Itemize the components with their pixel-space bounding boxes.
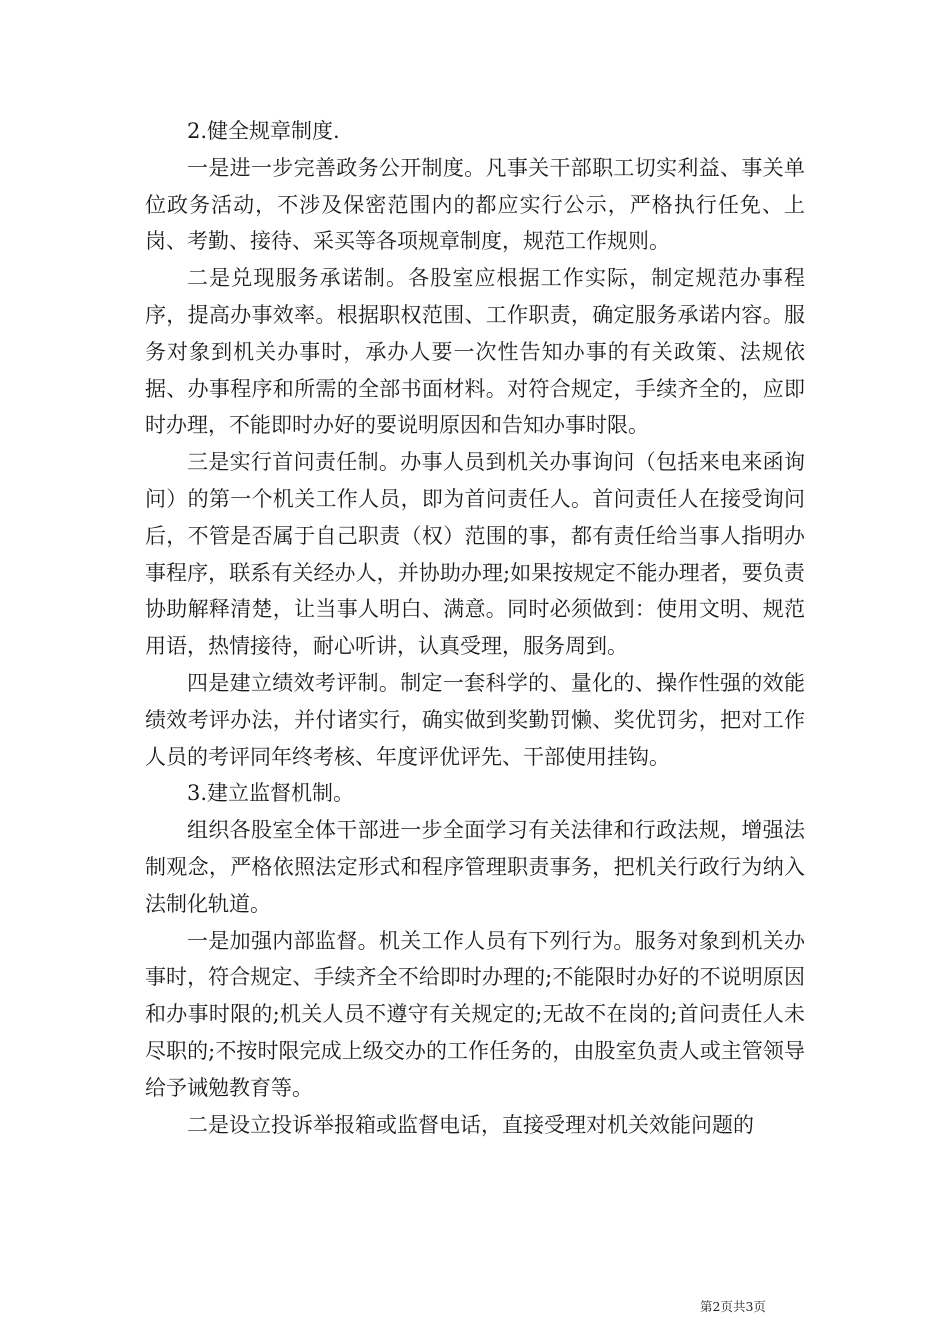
paragraph-complaint-box: 二是设立投诉举报箱或监督电话，直接受理对机关效能问题的 [187,1112,754,1137]
document-body [145,113,805,1143]
paragraph-first-inquiry: 三是实行首问责任制。办事人员到机关办事询问（包括来电来函询问）的第一个机关工作人员，即为首问责任人。首问责任人在接受询问后，不管是否属于自己职责（权）范围的事，都有责任给当事人指明办事程序，联系有关经办人，并协助办理;如果按规定不能办理者，要负责协助解释清楚，让当事人明白、满意。同时必须做到：使用文明、规范用语，热情接待，耐心听讲，认真受理，服务周到。 [145,450,805,659]
paragraph-internal-supervision: 一是加强内部监督。机关工作人员有下列行为。服务对象到机关办事时，符合规定、手续齐全不给即时办理的;不能限时办好的不说明原因和办事时限的;机关人员不遵守有关规定的;无故不在岗的;首问责任人未尽职的;不按时限完成上级交办的工作任务的，由股室负责人或主管领导给予诫勉教育等。 [145,928,805,1100]
paragraph-public-affairs: 一是进一步完善政务公开制度。凡事关干部职工切实利益、事关单位政务活动，不涉及保密范围内的都应实行公示，严格执行任免、上岗、考勤、接待、采买等各项规章制度，规范工作规则。 [145,155,805,254]
section-heading-2: 2.健全规章制度. [187,119,340,143]
paragraph-service-commitment: 二是兑现服务承诺制。各股室应根据工作实际，制定规范办事程序，提高办事效率。根据职权范围、工作职责，确定服务承诺内容。服务对象到机关办事时，承办人要一次性告知办事的有关政策、法规依据、办事程序和所需的全部书面材料。对符合规定，手续齐全的，应即时办理，不能即时办好的要说明原因和告知办事时限。 [145,266,805,438]
paragraph-performance-evaluation: 四是建立绩效考评制。制定一套科学的、量化的、操作性强的效能绩效考评办法，并付诸实行，确实做到奖勤罚懒、奖优罚劣，把对工作人员的考评同年终考核、年度评优评先、干部使用挂钩。 [145,670,805,769]
page-footer: 第2页共3页 [700,1299,766,1314]
section-heading-3: 3.建立监督机制。 [187,781,355,806]
paragraph-legal-study: 组织各股室全体干部进一步全面学习有关法律和行政法规，增强法制观念，严格依照法定形式和程序管理职责事务，把机关行政行为纳入法制化轨道。 [145,818,805,916]
